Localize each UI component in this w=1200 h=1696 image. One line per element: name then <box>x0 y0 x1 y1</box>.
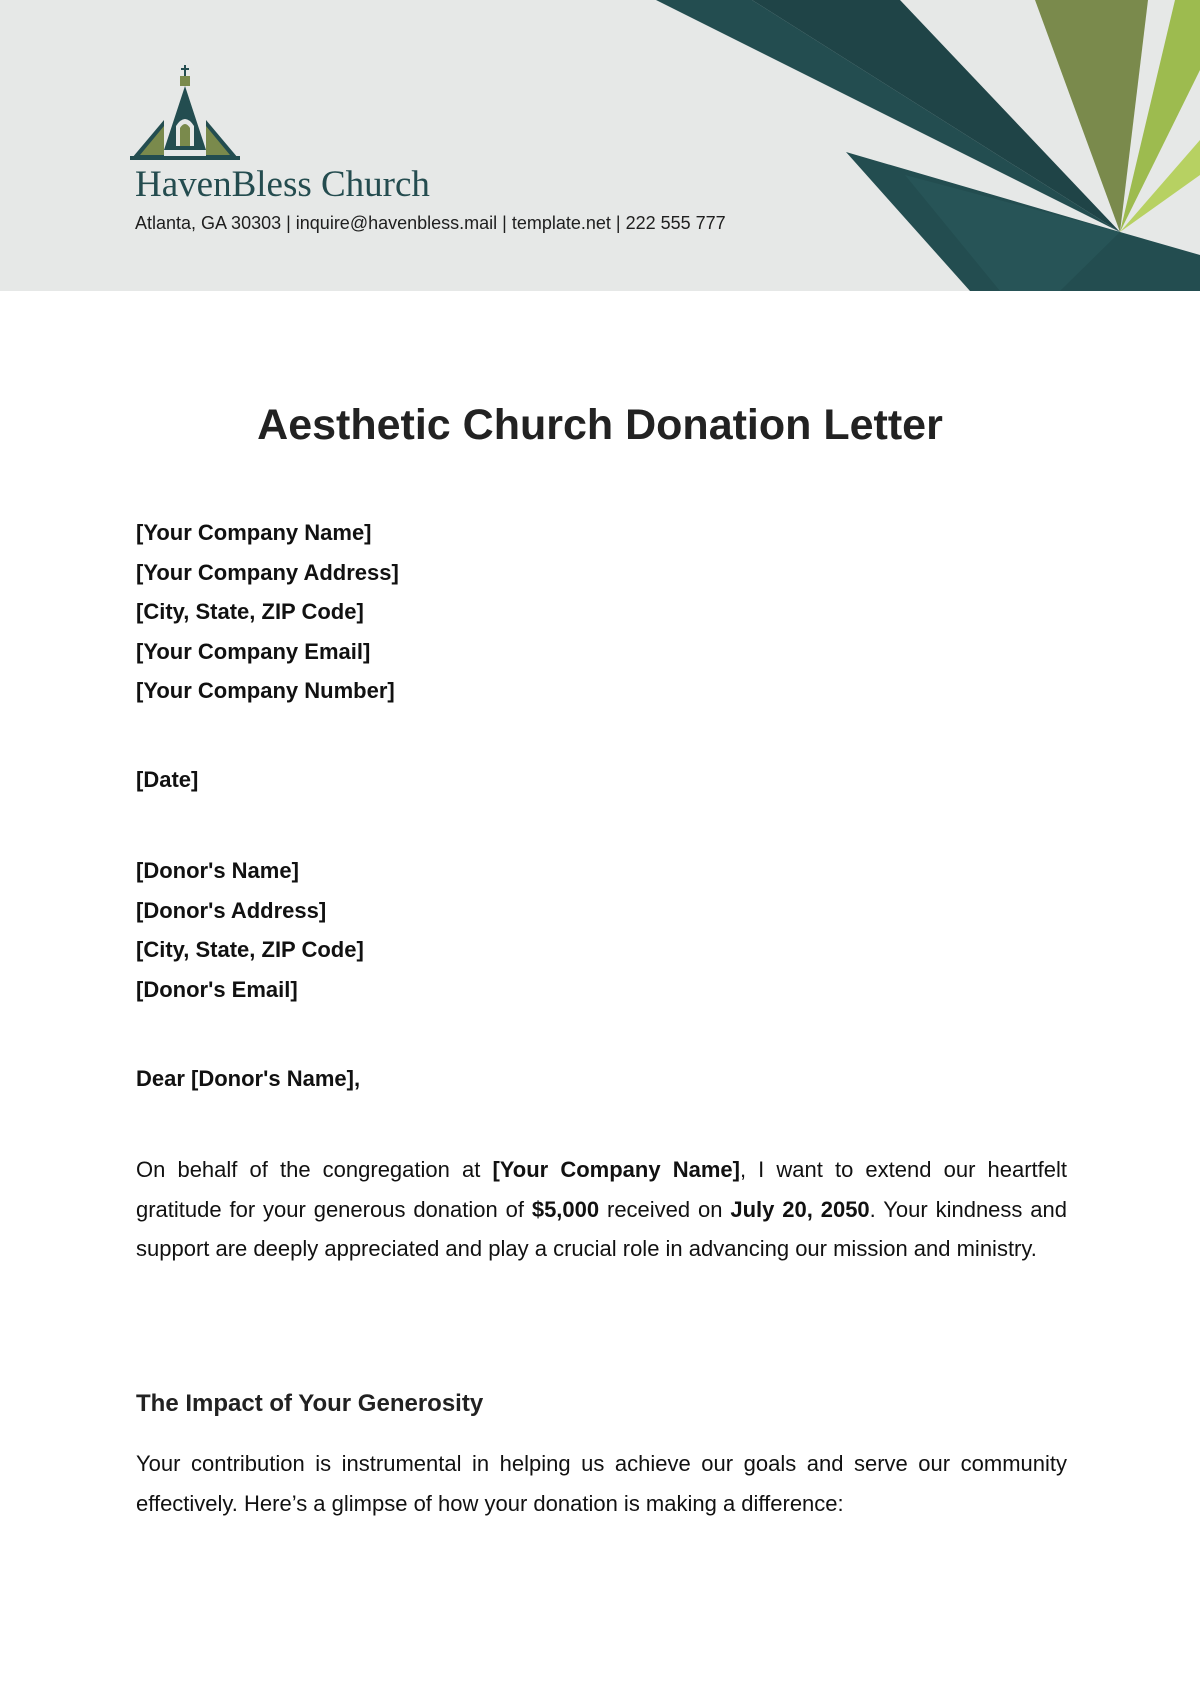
church-name: HavenBless Church <box>135 164 430 205</box>
contact-info: Atlanta, GA 30303 | inquire@havenbless.mail | template.net | 222 555 777 <box>135 213 726 233</box>
donor-address: [Donor's Address] <box>136 897 327 923</box>
sender-company-address: [Your Company Address] <box>136 559 399 585</box>
church-icon <box>130 62 240 162</box>
sender-company-name: [Your Company Name] <box>136 520 372 545</box>
intro-text-2: , I want to extend our heartfelt gratitude for your generous donation of <box>136 1157 1067 1222</box>
intro-text-4: . Your kindness and support are deeply appreciated and play a crucial role in advancing our mission and ministry. <box>136 1196 1067 1261</box>
donor-city-state-zip: [City, State, ZIP Code] <box>136 937 364 962</box>
salutation: Dear [Donor's Name], <box>136 1066 361 1091</box>
sender-block <box>136 513 1066 711</box>
intro-company-name: [Your Company Name] <box>492 1157 740 1182</box>
intro-paragraph <box>136 1150 1067 1269</box>
intro-text-1: On behalf of the congregation at <box>136 1157 493 1182</box>
sender-company-email: [Your Company Email] <box>136 638 371 664</box>
donation-amount: $5,000 <box>531 1196 600 1222</box>
recipient-block <box>136 851 1066 1009</box>
salutation-block <box>136 1059 1066 1099</box>
letterhead-header <box>0 0 1200 291</box>
donor-name: [Donor's Name] <box>136 858 299 883</box>
sender-company-number: [Your Company Number] <box>136 678 395 703</box>
letter-date: [Date] <box>136 767 199 792</box>
sender-city-state-zip: [City, State, ZIP Code] <box>136 599 364 624</box>
letter-date-block <box>136 760 1066 800</box>
impact-paragraph: Your contribution is instrumental in helping us achieve our goals and serve our community effectively. Here’s a glimpse of how your donation is making a difference: <box>136 1451 1067 1516</box>
document-title: Aesthetic Church Donation Letter <box>257 401 943 449</box>
intro-text-3: received on <box>599 1196 731 1222</box>
donor-email: [Donor's Email] <box>136 976 298 1002</box>
donation-date: July 20, 2050 <box>730 1196 870 1222</box>
impact-heading: The Impact of Your Generosity <box>136 1390 484 1417</box>
